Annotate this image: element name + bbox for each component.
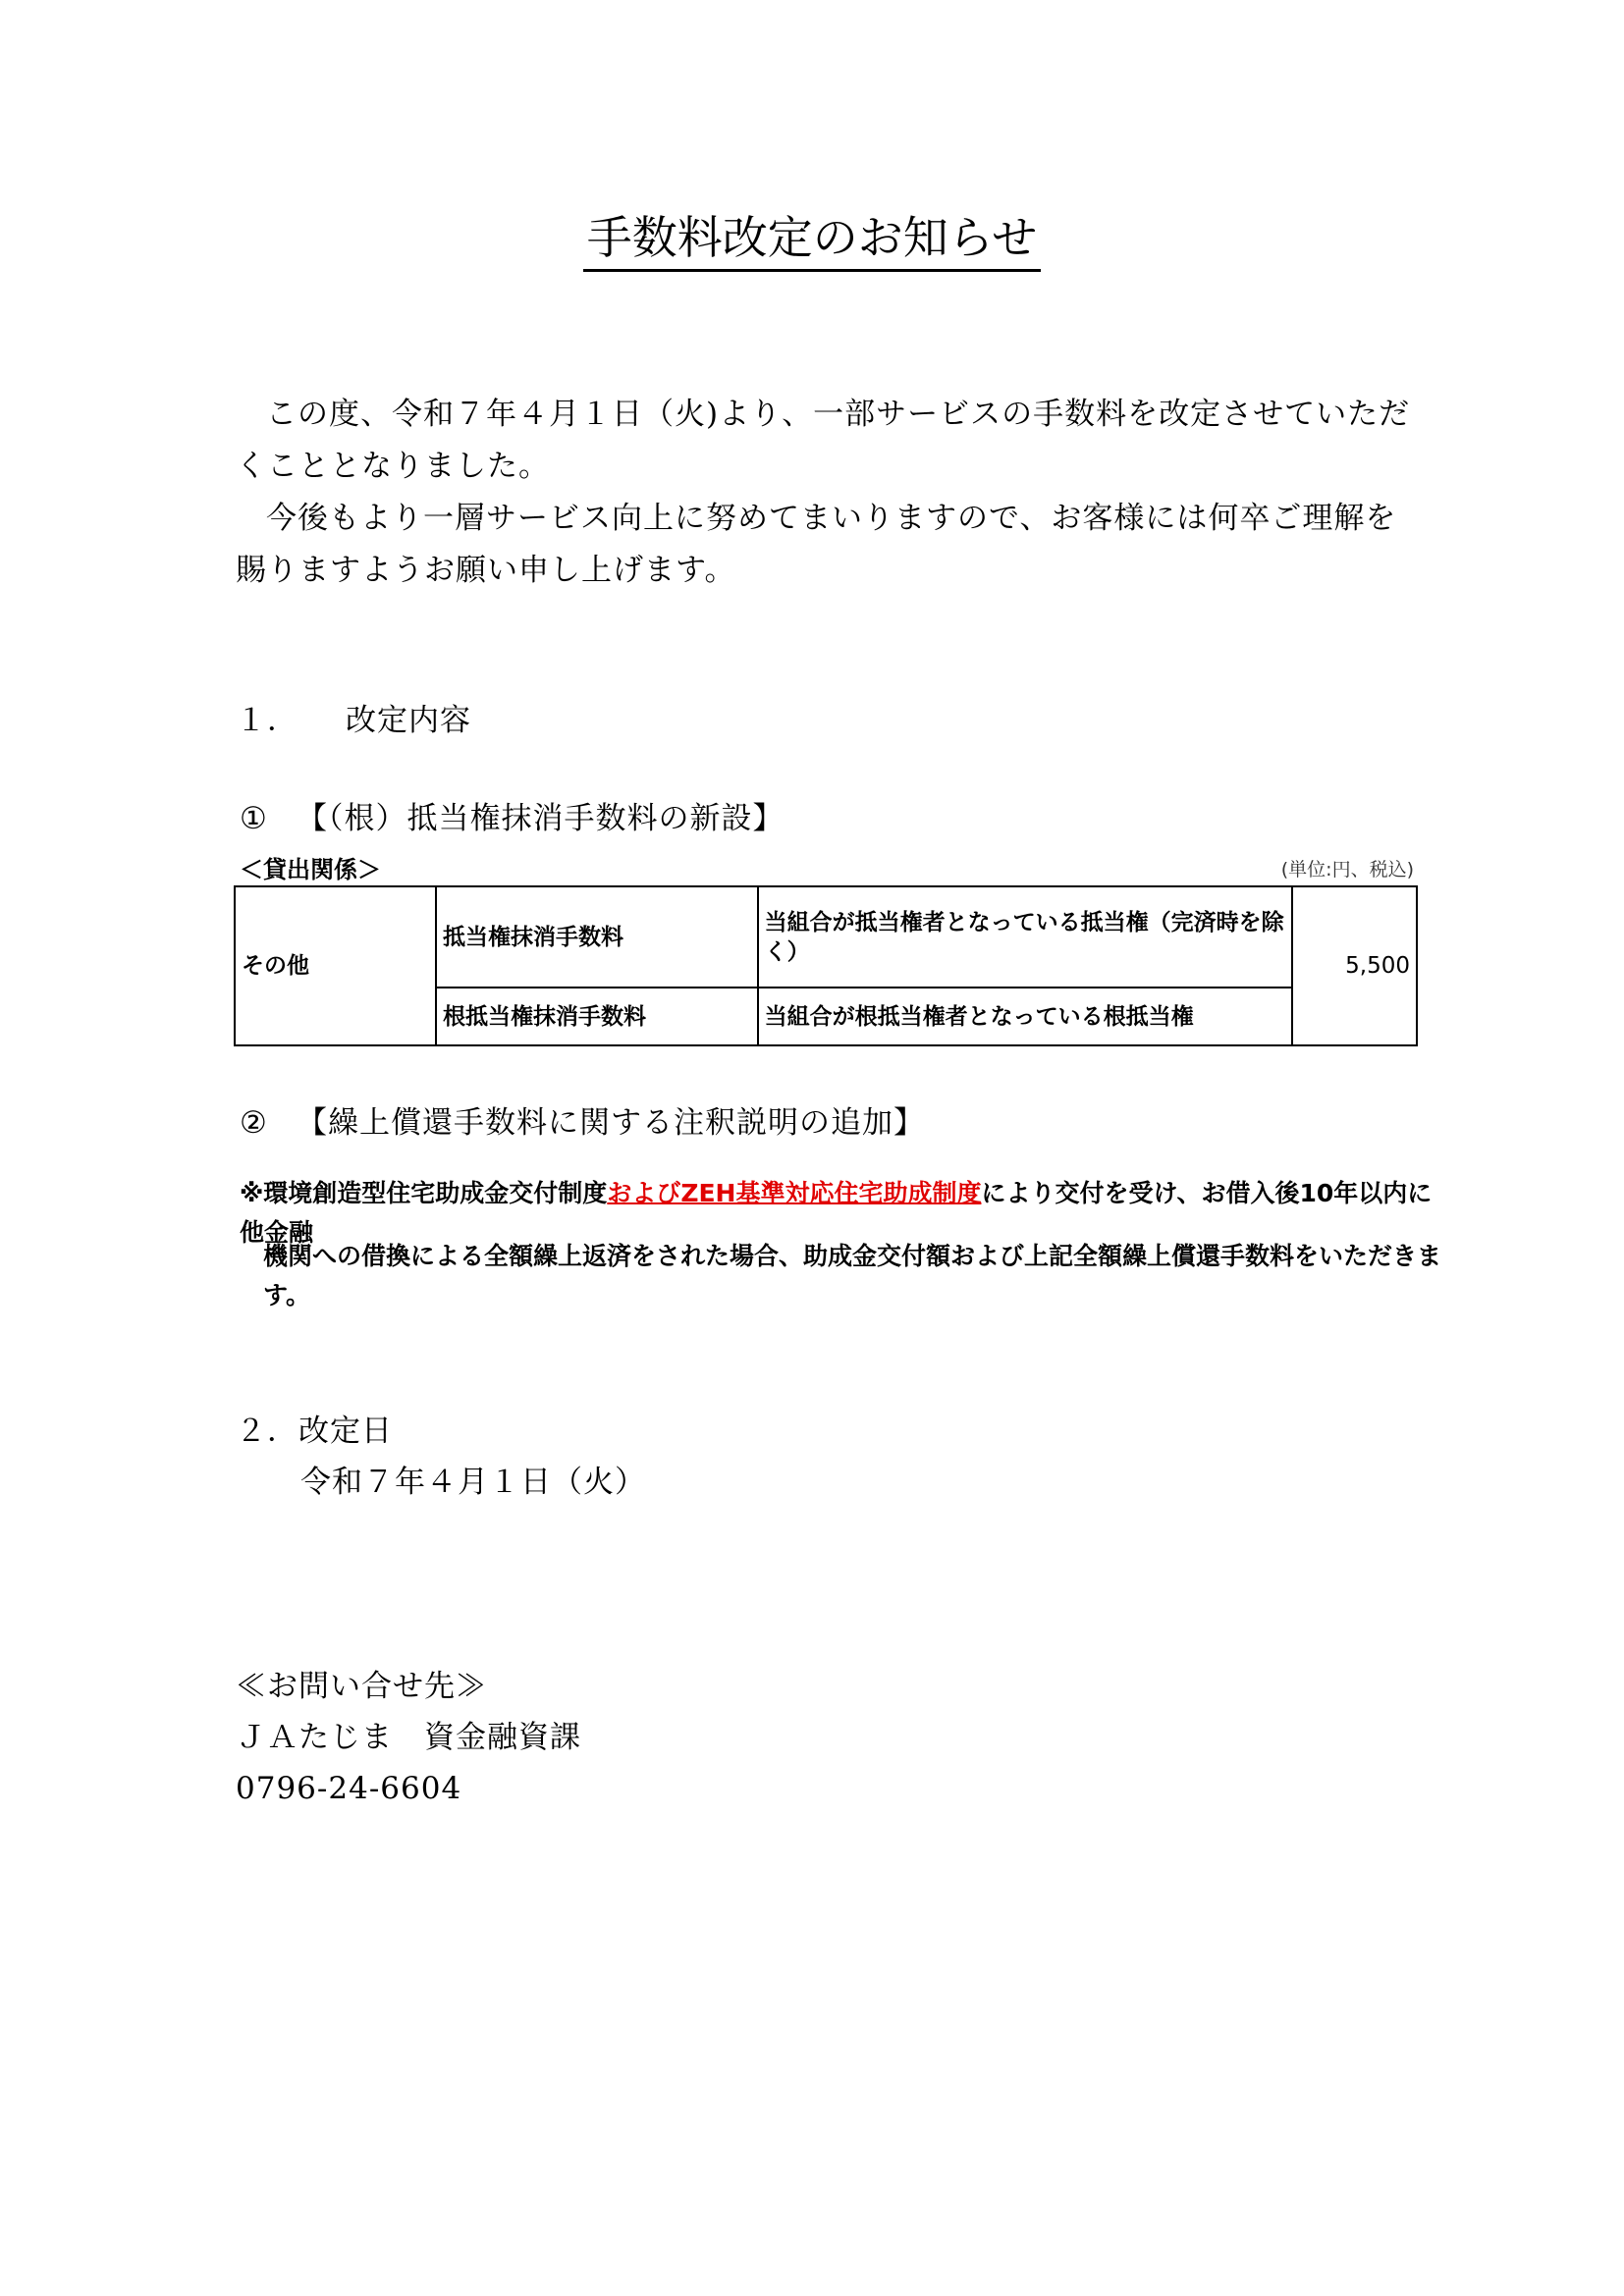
section-2-title: 改定日 — [298, 1414, 393, 1449]
fee-description-cell: 当組合が根抵当権者となっている根抵当権 — [758, 988, 1293, 1045]
section-1-title: 改定内容 — [346, 703, 471, 738]
table-row — [235, 886, 1417, 988]
annotation-line-2: 機関への借換による全額繰上返済をされた場合、助成金交付額および上記全額繰上償還手数料をいただきます。 — [263, 1242, 1442, 1309]
table-caption: ＜貸出関係＞ — [240, 856, 381, 883]
intro-paragraph-2 — [236, 493, 1424, 597]
fee-name-cell: 抵当権抹消手数料 — [436, 886, 758, 988]
contact-heading: ≪お問い合せ先≫ — [236, 1669, 487, 1704]
item-2-title: 【繰上償還手数料に関する注釈説明の追加】 — [297, 1105, 925, 1141]
revision-date: 令和７年４月１日（火） — [300, 1465, 646, 1500]
intro-paragraph-1 — [236, 389, 1424, 493]
item-1-title: 【（根）抵当権抹消手数料の新設】 — [297, 801, 785, 836]
document-title — [0, 208, 1624, 272]
contact-organization: ＪＡたじま 資金融資課 — [236, 1720, 581, 1755]
annotation-highlight: およびZEH基準対応住宅助成制度 — [607, 1179, 982, 1207]
amount-cell: 5,500 — [1292, 886, 1417, 1045]
section-2-number: ２． — [236, 1414, 298, 1449]
section-1-heading — [236, 699, 471, 742]
item-1-heading — [240, 797, 785, 840]
section-2-heading — [236, 1410, 393, 1453]
contact-phone: 0796-24-6604 — [236, 1771, 462, 1806]
fee-name-cell: 根抵当権抹消手数料 — [436, 988, 758, 1045]
annotation-text-after: により交付を受け、お借入後10年以内に他金融 — [240, 1179, 1433, 1247]
fee-description-cell: 当組合が抵当権者となっている抵当権（完済時を除く） — [758, 886, 1293, 988]
item-1-marker: ① — [240, 801, 268, 836]
annotation-text-before: ※環境創造型住宅助成金交付制度 — [240, 1179, 608, 1207]
section-1-number: １． — [236, 703, 298, 738]
intro-paragraph-1-text: この度、令和７年４月１日（火)より、一部サービスの手数料を改定させていただくこととなりました。 — [236, 397, 1411, 484]
intro-paragraph-2-text: 今後もより一層サービス向上に努めてまいりますので、お客様には何卒ご理解を賜りますようお願い申し上げます。 — [236, 501, 1397, 588]
fee-table — [234, 885, 1418, 1046]
item-2-heading — [240, 1101, 925, 1145]
unit-note: (単位:円、税込) — [1280, 859, 1414, 881]
item-2-marker: ② — [240, 1105, 268, 1141]
category-cell: その他 — [235, 886, 436, 1045]
document-title-text: 手数料改定のお知らせ — [583, 208, 1042, 272]
